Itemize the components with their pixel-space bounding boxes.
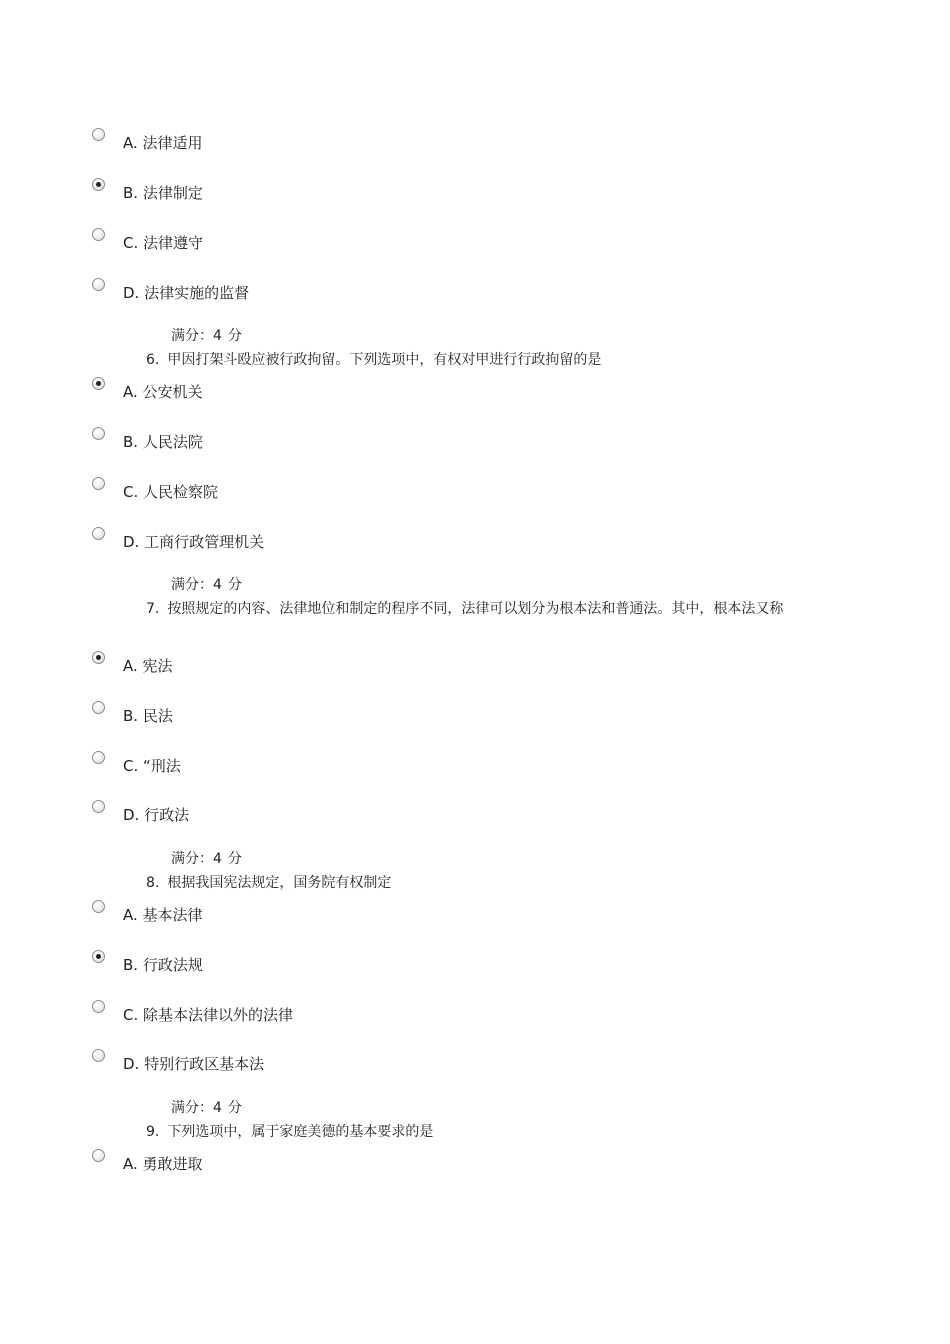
option-label: A. 法律适用	[123, 134, 203, 152]
score-label: 满分：	[171, 1100, 213, 1116]
question-body: 甲因打架斗殴应被行政拘留。下列选项中，有权对甲进行行政拘留的是	[167, 352, 602, 368]
option-label: C. 除基本法律以外的法律	[123, 1006, 294, 1024]
option-label: D. 行政法	[123, 806, 190, 824]
radio-button[interactable]	[92, 527, 105, 540]
radio-button[interactable]	[92, 1149, 105, 1162]
question-number: 9.	[146, 1124, 160, 1140]
radio-button[interactable]	[92, 900, 105, 913]
radio-button[interactable]	[92, 800, 105, 813]
option-label: B. 民法	[123, 707, 173, 725]
radio-button[interactable]	[92, 701, 105, 714]
score-value: 4	[213, 577, 222, 593]
option-label: C. 法律遵守	[123, 234, 204, 252]
option-label: B. 人民法院	[123, 433, 203, 451]
score-label: 满分：	[171, 328, 213, 344]
option-label: D. 工商行政管理机关	[123, 533, 265, 551]
radio-button[interactable]	[92, 427, 105, 440]
radio-button[interactable]	[92, 128, 105, 141]
score-line	[171, 327, 242, 345]
radio-button[interactable]	[92, 228, 105, 241]
option-label: A. 公安机关	[123, 383, 203, 401]
option-label: C. 人民检察院	[123, 483, 219, 501]
score-label: 满分：	[171, 851, 213, 867]
question-text	[146, 1120, 826, 1145]
radio-button-selected[interactable]	[92, 950, 105, 963]
score-line	[171, 1099, 242, 1117]
radio-button[interactable]	[92, 1000, 105, 1013]
option-label: D. 法律实施的监督	[123, 284, 250, 302]
radio-button-selected[interactable]	[92, 178, 105, 191]
score-unit: 分	[227, 328, 242, 344]
score-unit: 分	[227, 851, 242, 867]
question-text	[146, 597, 826, 622]
option-label: A. 宪法	[123, 657, 173, 675]
question-text	[146, 348, 826, 373]
question-number: 8.	[146, 875, 160, 891]
question-body: 按照规定的内容、法律地位和制定的程序不同，法律可以划分为根本法和普通法。其中，根本法又称	[167, 601, 784, 617]
radio-button-selected[interactable]	[92, 651, 105, 664]
radio-button[interactable]	[92, 1049, 105, 1062]
radio-button-selected[interactable]	[92, 377, 105, 390]
option-label: A. 勇敢进取	[123, 1155, 203, 1173]
score-unit: 分	[227, 577, 242, 593]
radio-button[interactable]	[92, 751, 105, 764]
score-value: 4	[213, 1100, 222, 1116]
question-number: 7.	[146, 601, 160, 617]
score-unit: 分	[227, 1100, 242, 1116]
score-line	[171, 576, 242, 594]
question-text	[146, 871, 826, 896]
option-label: A. 基本法律	[123, 906, 203, 924]
radio-button[interactable]	[92, 278, 105, 291]
option-label: C. “刑法	[123, 757, 181, 775]
score-label: 满分：	[171, 577, 213, 593]
option-label: D. 特别行政区基本法	[123, 1055, 265, 1073]
score-line	[171, 850, 242, 868]
option-label: B. 行政法规	[123, 956, 203, 974]
option-label: B. 法律制定	[123, 184, 203, 202]
radio-button[interactable]	[92, 477, 105, 490]
score-value: 4	[213, 328, 222, 344]
question-number: 6.	[146, 352, 160, 368]
question-body: 下列选项中，属于家庭美德的基本要求的是	[167, 1124, 434, 1140]
score-value: 4	[213, 851, 222, 867]
question-body: 根据我国宪法规定，国务院有权制定	[167, 875, 392, 891]
